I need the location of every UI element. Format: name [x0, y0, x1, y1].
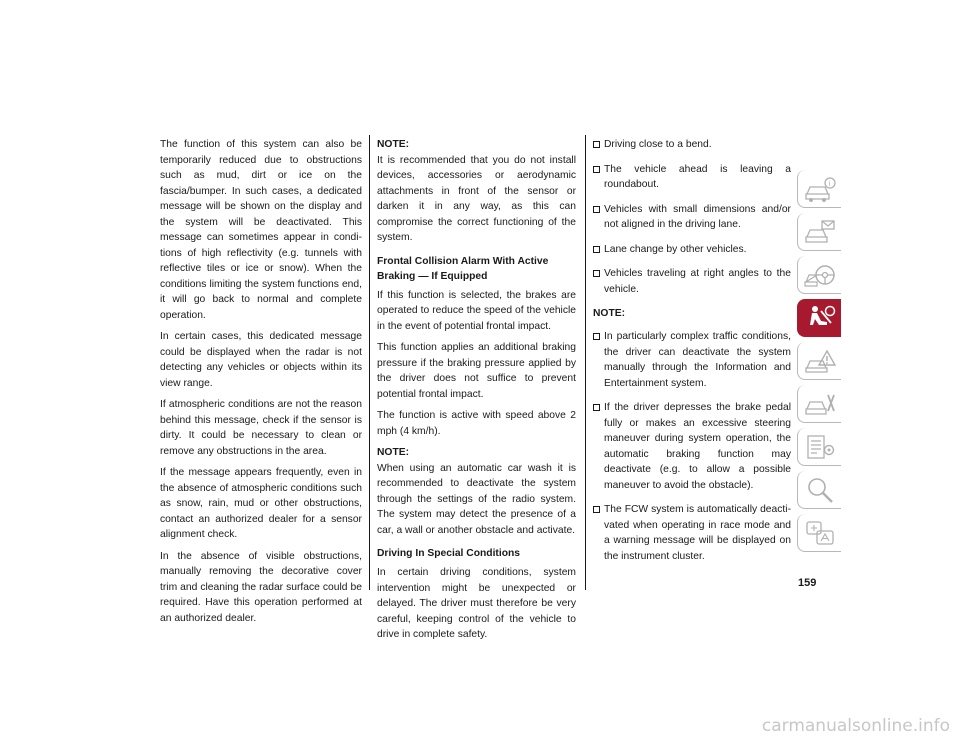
tab-car-message[interactable] — [797, 213, 841, 251]
airbag-safety-icon — [803, 303, 837, 333]
list-item-text: Driving close to a bend. — [604, 139, 712, 150]
steering-wheel-icon — [803, 260, 837, 290]
note-title: NOTE: — [377, 139, 410, 150]
chapter-tabs — [797, 170, 841, 557]
list-item — [593, 502, 791, 564]
tab-warning-triangle[interactable] — [797, 342, 841, 380]
page-number: 159 — [798, 577, 817, 589]
section-heading: Driving In Special Conditions — [377, 548, 521, 559]
tab-car-service[interactable] — [797, 385, 841, 423]
list-item-text: Lane change by other vehicles. — [604, 243, 747, 255]
note — [377, 137, 576, 246]
paragraph: In certain driving conditions, system intervention might be unexpected or delayed. The driver must therefore be very careful, keeping control of the vehicle to drive in complete safety. — [377, 567, 576, 640]
magnifier-icon — [803, 475, 837, 505]
list-item-text: Vehicles with small dimensions and/or not aligned in the driving lane. — [604, 203, 791, 230]
section-heading: Frontal Collision Alarm With Active Braking — If Equipped — [377, 255, 549, 282]
note — [377, 445, 576, 538]
column-rule — [585, 135, 586, 590]
checkbox-bullet-icon — [593, 206, 600, 213]
note-title: NOTE: — [377, 447, 410, 458]
tab-steering-wheel[interactable] — [797, 256, 841, 294]
language-icon — [803, 518, 837, 548]
list-item-text: If the driver depresses the brake pedal fully or makes an excessive steering maneuver during system operation, the automatic braking function may deactivate (e.g. to allow a possible maneuver to avoid the obstacle). — [604, 402, 791, 491]
note-text: When using an automatic car wash it is recommended to deactivate the system through the settings of the radio system. The system may detect the presence of a car, a wall or another obstacle and activate. — [377, 462, 576, 536]
tab-specs-list[interactable] — [797, 428, 841, 466]
list-item — [593, 329, 791, 391]
column-rule — [369, 135, 370, 590]
tab-language[interactable] — [797, 514, 841, 552]
note-text: It is recommended that you do not install devices, accessories or aerodynamic attachments in front of the sensor or darken it in any way, as this can compromise the correct functioning of the system. — [377, 154, 576, 243]
list-item — [593, 266, 791, 297]
car-service-icon — [803, 389, 837, 419]
tab-airbag-safety[interactable] — [797, 299, 841, 337]
watermark: carmanualsonline.info — [761, 716, 950, 736]
list-item — [593, 400, 791, 493]
paragraph: If the message appears frequently, even in the absence of atmospheric conditions such as snow, rain, mud or other obstructions, contact an authorized dealer for a sensor alignment check. — [160, 467, 362, 540]
list-item-text: The vehicle ahead is leaving a roundabout. — [604, 163, 791, 190]
checkbox-bullet-icon — [593, 506, 600, 513]
car-message-icon — [803, 217, 837, 247]
column-3 — [593, 137, 791, 573]
paragraph: If atmospheric conditions are not the reason behind this message, check if the sensor is dirty. It could be necessary to clean or remove any obstructions in the area. — [160, 399, 362, 457]
svg-text:i: i — [828, 179, 831, 188]
note-title: NOTE: — [593, 308, 626, 319]
warning-triangle-car-icon — [803, 346, 837, 376]
paragraph: This function applies an additional braking pressure if the braking pressure applied by the driver does not suffice to prevent potential frontal impact. — [377, 342, 576, 400]
list-item-text: In particularly complex traffic conditions, the driver can deactivate the system manually through the Information and Entertainment system. — [604, 331, 791, 389]
paragraph: In the absence of visible obstructions, manually removing the decorative cover trim and cleaning the radar surface could be required. Have this operation performed at an authorized dealer. — [160, 550, 362, 624]
checkbox-bullet-icon — [593, 246, 600, 253]
list-item — [593, 162, 791, 193]
column-2 — [377, 137, 576, 649]
tab-car-info[interactable] — [797, 170, 841, 208]
list-item — [593, 242, 791, 258]
paragraph: The function is active with speed above 2 mph (4 km/h). — [377, 410, 576, 437]
list-item — [593, 202, 791, 233]
checkbox-bullet-icon — [593, 333, 600, 340]
list-item — [593, 137, 791, 153]
checkbox-bullet-icon — [593, 141, 600, 148]
paragraph: In certain cases, this dedicated message could be displayed when the radar is not detecting any vehicles or objects within its view range. — [160, 331, 362, 389]
car-info-icon — [803, 174, 837, 204]
paragraph: If this function is selected, the brakes are operated to reduce the speed of the vehicle in the event of potential frontal impact. — [377, 289, 576, 332]
paragraph: The function of this system can also be temporarily reduced due to obstructions such as mud, dirt or ice on the fascia/bumper. In such cases, a dedicated message will be shown on the display and the system will be deactivated. This message can sometimes appear in conditions of high reflectivity (e.g. tunnels with reflective tiles or ice or snow). When the conditions limiting the system functions end, it will go back to normal and complete operation. — [160, 139, 362, 321]
checkbox-bullet-icon — [593, 270, 600, 277]
checkbox-bullet-icon — [593, 166, 600, 173]
list-item-text: Vehicles traveling at right angles to the vehicle. — [604, 268, 791, 295]
list-item-text: The FCW system is automatically deactivated when operating in race mode and a warning message will be displayed on the instrument cluster. — [604, 504, 791, 562]
checkbox-bullet-icon — [593, 404, 600, 411]
tab-search-index[interactable] — [797, 471, 841, 509]
column-1 — [160, 137, 362, 632]
specs-list-icon — [803, 432, 837, 462]
